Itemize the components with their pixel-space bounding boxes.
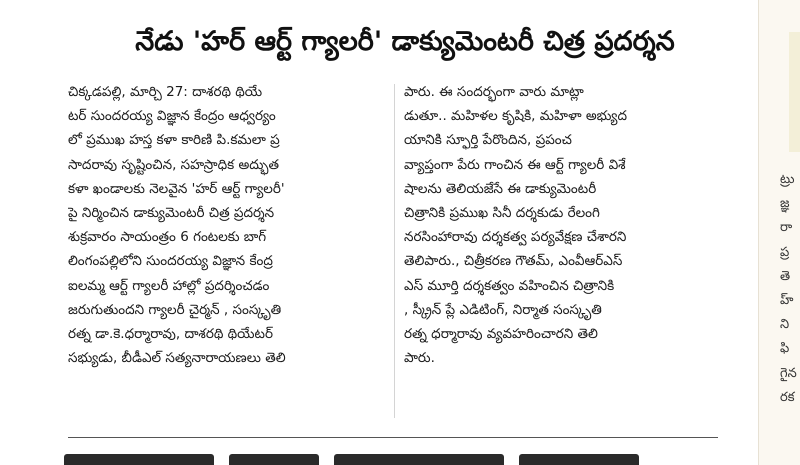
adjacent-column-text	[780, 168, 800, 410]
text-line: జరుగుతుందని గ్యాలరీ చైర్మన్ , సంస్కృతి	[68, 301, 282, 318]
text-line: , స్క్రీన్ ప్లే ఎడిటింగ్, నిర్మాత సంస్కృతి	[404, 301, 602, 318]
text-line: యానికి స్ఫూర్తి పేరొందిన, ప్రపంచ	[404, 132, 572, 149]
adjacent-tinted-box	[789, 32, 800, 152]
cropped-headline-glyphs	[64, 454, 214, 465]
cropped-headline-glyphs	[519, 454, 639, 465]
text-line: సాదరావు సృష్టించిన, సహస్రాధిక అద్భుత	[68, 156, 279, 173]
cropped-headline-glyphs	[229, 454, 319, 465]
text-line: చిత్రానికి ప్రముఖ సినీ దర్శకుడు రేలంగి	[404, 204, 600, 221]
text-line: పారు. ఈ సందర్భంగా వారు మాట్లా	[404, 84, 584, 100]
article-headline: నేడు 'హర్ ఆర్ట్ గ్యాలరీ' డాక్యుమెంటరీ చిత్ర ప్రదర్శన	[135, 26, 675, 57]
text-line: తెలిపారు., చిత్రీకరణ గౌతమ్, ఎంవీఆర్ఎస్	[404, 253, 623, 270]
text-line: లింగంపల్లిలోని సుందరయ్య విజ్ఞాన కేంద్ర	[68, 253, 273, 270]
cropped-headline-glyphs	[334, 454, 504, 465]
text-line: కళా ఖండాలకు నెలవైన 'హర్ ఆర్ట్ గ్యాలరీ'	[68, 180, 285, 197]
text-line: నరసింహారావు దర్శకత్వ పర్యవేక్షణ చేశారని	[404, 229, 627, 246]
text-line: గైన	[780, 365, 797, 381]
text-line: పారు.	[404, 350, 435, 367]
text-line: తె	[780, 268, 791, 284]
text-line: రత్న ధర్మారావు వ్యవహరించారని తెలి	[404, 325, 598, 342]
article-column-left	[68, 80, 388, 370]
text-line: లో ప్రముఖ హస్త కళా కారిణి పి.కమలా ప్ర	[68, 132, 280, 149]
text-line: ఐలమ్మ ఆర్ట్ గ్యాలరీ హాల్లో ప్రదర్శించడం	[68, 277, 270, 294]
next-article-headline-cropped	[64, 446, 724, 465]
text-line: జ్ఞ	[780, 196, 790, 212]
text-line: ట్రు	[780, 172, 795, 187]
text-line: రక	[780, 389, 795, 405]
text-line: శుక్రవారం సాయంత్రం 6 గంటలకు బాగ్	[68, 229, 267, 246]
text-line: ప్ర	[780, 244, 790, 260]
article-column-right	[404, 80, 724, 370]
text-line: ని	[780, 317, 790, 333]
column-divider	[394, 84, 395, 418]
text-line: ఫి	[780, 341, 790, 357]
article-separator-rule	[68, 437, 718, 438]
text-line: చిక్కడపల్లి, మార్చి 27: దాశరథి థియే	[68, 84, 263, 100]
text-line: షాలను తెలియజేసే ఈ డాక్యుమెంటరీ	[404, 180, 597, 197]
text-line: రత్న డా.కె.ధర్మారావు, దాశరథి థియేటర్	[68, 325, 273, 342]
text-line: సభ్యుడు, బీడీఎల్ సత్యనారాయణలు తెలి	[68, 350, 286, 367]
text-line: వ్యాప్తంగా పేరు గాంచిన ఈ ఆర్ట్ గ్యాలరీ విశే	[404, 156, 626, 173]
text-line: రా	[780, 220, 793, 236]
text-line: టర్ సుందరయ్య విజ్ఞాన కేంద్రం ఆధ్వర్యం	[68, 108, 276, 125]
text-line: ఎస్ మూర్తి దర్శకత్వం వహించిన చిత్రానికి	[404, 277, 615, 294]
text-line: హ్	[780, 292, 794, 308]
text-line: డుతూ.. మహిళల కృషికి, మహిళా అభ్యుద	[404, 108, 628, 125]
text-line: పై నిర్మించిన డాక్యుమెంటరీ చిత్ర ప్రదర్శన	[68, 204, 275, 221]
